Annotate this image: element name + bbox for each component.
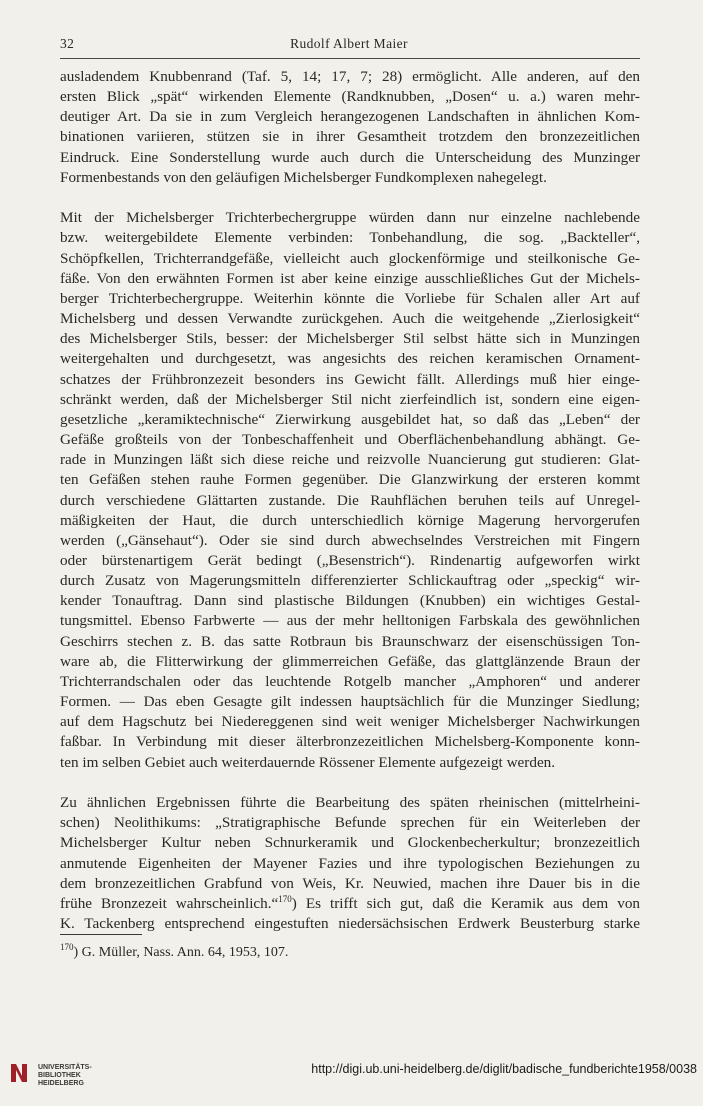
footnote xyxy=(60,942,289,961)
text-line: durch verschiedene Glättarten zustande. Die Rauhflächen beruhen teils auf Unregel- xyxy=(60,491,640,509)
text-line: bzw. weitergebildete Elemente verbinden: Tonbehandlung, die sog. „Backteller“, xyxy=(60,229,640,247)
text-line: oder bürstenartigem Gerät bedingt („Besenstrich“). Rindenartig aufgeworfen wirkt xyxy=(60,551,640,569)
text-segment: frühe Bronzezeit wahrscheinlich.“ xyxy=(60,894,279,912)
text-line: Formen. — Das eben Gesagte gilt indessen hauptsächlich für die Munzinger Siedlung; xyxy=(60,693,640,711)
text-segment: ) Es trifft sich gut, daß die Keramik aus dem von xyxy=(291,894,641,912)
footnote-rule xyxy=(60,934,142,935)
text-line: schränkt werden, daß der Michelsberger Stil nicht zierfeindlich ist, sondern eine eigen- xyxy=(60,390,640,408)
text-line: berger Trichterbechergruppe. Weiterhin könnte die Vorliebe für Schalen aller Art auf xyxy=(60,289,640,307)
text-line: ware ab, die Flitterwirkung der glimmerreichen Gefäße, das glattglänzende Braun der xyxy=(60,652,640,670)
text-line: Formenbestands von den geläufigen Michelsberger Fundkomplexen nahegelegt. xyxy=(60,168,547,186)
text-line: K. Tackenberg entsprechend eingestuften niedersächsischen Erdwerk Beusterburg starke xyxy=(60,915,640,933)
text-line: rade in Munzingen läßt sich diese reiche und reizvolle Nuancierung gut studieren: Glat- xyxy=(60,451,640,469)
library-line: BIBLIOTHEK xyxy=(38,1072,81,1079)
text-line: Geschirrs stechen z. B. das satte Rotbraun bis Braunschwarz der eisenschüssigen Ton- xyxy=(60,632,640,650)
text-line: deutiger Art. Da sie in zum Vergleich herangezogenen Landschaften in ähnlichen Kom- xyxy=(60,108,640,126)
header-rule xyxy=(60,58,640,59)
text-line: fäße. Von den erwähnten Formen ist aber keine einzige ausschließliches Gut der Michels- xyxy=(60,269,640,287)
text-line: weitergehalten und durchgesetzt, was angesichts des reichen keramischen Ornament- xyxy=(60,350,640,368)
text-line: schatzes der Frühbronzezeit besonders ins Gewicht fällt. Allerdings muß hier einge- xyxy=(60,370,640,388)
text-line: mäßigkeiten der Haut, die durch unterschiedlich körnige Magerung hervorgerufen xyxy=(60,511,640,529)
paragraph-3 xyxy=(60,793,640,934)
source-url-link[interactable]: http://digi.ub.uni-heidelberg.de/diglit/badische_fundberichte1958/0038 xyxy=(311,1062,697,1076)
text-line: werden („Gänsehaut“). Oder sie sind durch abwechselndes Verstreichen mit Fingern xyxy=(60,531,640,549)
text-line: Michelsberg und dessen Verwandte zurückgehen. Auch die weitgehende „Zierlosigkeit“ xyxy=(60,310,640,328)
text-line: Zu ähnlichen Ergebnissen führte die Bearbeitung des späten rheinischen (mittelrheini- xyxy=(60,794,640,812)
text-line: ten im selben Gebiet auch weiterdauernde Rössener Elemente aufgezeigt werden. xyxy=(60,753,556,771)
footnote-reference[interactable]: 170 xyxy=(278,893,292,904)
paragraph-1 xyxy=(60,67,640,188)
text-line: auf dem Hagschutz bei Niedereggenen sind weit weniger Michelsberger Nachwirkungen xyxy=(60,713,640,731)
text-line: Gefäße großteils von der Tonbeschaffenheit und Oberflächenbehandlung abhängt. Ge- xyxy=(60,431,640,449)
paragraph-2 xyxy=(60,208,640,772)
body-text xyxy=(60,67,640,955)
text-line: Trichterrandschalen oder das leuchtende Rotgelb mancher „Amphoren“ und anderer xyxy=(60,672,640,690)
text-line: ersten Blick „spät“ wirkenden Elemente (Randknubben, „Dosen“ u. a.) waren mehr- xyxy=(60,88,640,106)
ub-heidelberg-logo-icon xyxy=(8,1060,30,1086)
footnote-text: ) G. Müller, Nass. Ann. 64, 1953, 107. xyxy=(73,945,289,960)
text-line: kender Tonauftrag. Dann sind plastische Bildungen (Knubben) ein wichtiges Gestal- xyxy=(60,592,640,610)
library-line: HEIDELBERG xyxy=(38,1080,84,1087)
library-line: UNIVERSITÄTS- xyxy=(38,1064,92,1071)
digitization-footer xyxy=(0,1052,703,1092)
text-line xyxy=(60,894,640,914)
text-line: binationen variieren, stützen sie in ihrer Gesamtheit trotzdem den bronzezeitlichen xyxy=(60,128,640,146)
text-line: gesetzliche „keramiktechnische“ Zierwirkung ausgebildet hat, so daß das „Leben“ der xyxy=(60,410,640,428)
text-line: Mit der Michelsberger Trichterbechergruppe würden dann nur einzelne nachlebende xyxy=(60,209,640,227)
library-name xyxy=(38,1064,92,1088)
text-line: Michelsberger Kultur neben Schnurkeramik und Glockenbecherkultur; bronzezeitlich xyxy=(60,834,640,852)
text-line: schen) Neolithikums: „Stratigraphische Befunde sprechen für ein Weiterleben der xyxy=(60,814,640,832)
text-line: Schöpfkellen, Trichterrandgefäße, vielleicht auch glockenförmige und steilkonische Ge- xyxy=(60,249,640,267)
running-title: Rudolf Albert Maier xyxy=(290,36,408,51)
text-line: anmutende Eigenheiten der Mayener Fazies und ihre typologischen Beziehungen zu xyxy=(60,854,640,872)
text-line: des Michelsberger Stils, besser: der Michelsberger Stil selbst hätte sich in Munzingen xyxy=(60,330,640,348)
text-line: Eindruck. Eine Sonderstellung wurde auch durch die Unterscheidung des Munzinger xyxy=(60,148,640,166)
text-line: dem bronzezeitlichen Grabfund von Weis, Kr. Neuwied, machen ihre Dauer bis in die xyxy=(60,874,640,892)
text-line: tungsmittel. Ebenso Farbwerte — aus der mehr helltonigen Farbskala des gewöhnlichen xyxy=(60,612,640,630)
text-line: faßbar. In Verbindung mit dieser älterbronzezeitlichen Michelsberg-Komponente konn- xyxy=(60,733,640,751)
text-line: ten Gefäßen stehen rauhe Formen gegenüber. Die Glanzwirkung der ersteren kommt xyxy=(60,471,640,489)
footnote-number: 170 xyxy=(60,942,74,952)
text-line: durch Zusatz von Magerungsmitteln differenzierter Schlickauftrag oder „speckig“ wir- xyxy=(60,572,640,590)
text-line: ausladendem Knubbenrand (Taf. 5, 14; 17, 7; 28) ermöglicht. Alle anderen, auf den xyxy=(60,68,640,85)
page-number: 32 xyxy=(60,36,75,51)
